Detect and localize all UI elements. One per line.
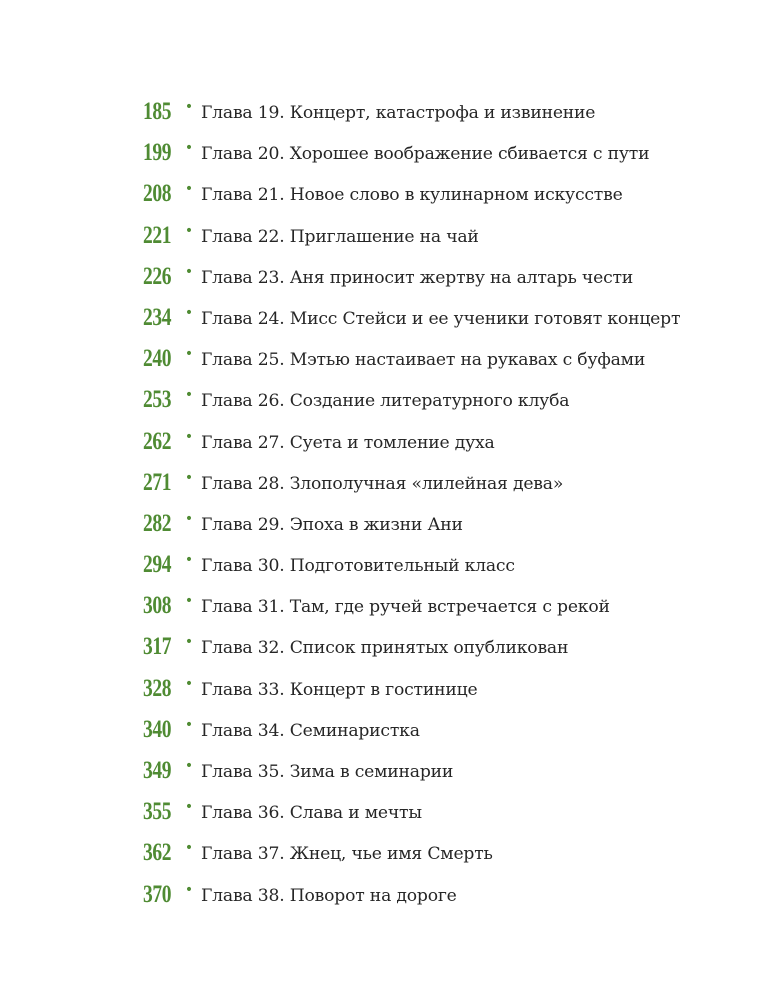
chapter-title: Глава 27. Суета и томление духа <box>201 432 495 453</box>
chapter-title: Глава 37. Жнец, чье имя Смерть <box>201 844 493 865</box>
bullet-icon: • <box>184 510 194 527</box>
toc-entry <box>143 591 680 632</box>
bullet-icon: • <box>184 469 194 486</box>
bullet-icon: • <box>184 675 194 692</box>
page-number: 340 <box>143 715 172 743</box>
chapter-title: Глава 33. Концерт в гостинице <box>201 679 478 700</box>
page-number: 234 <box>143 303 172 331</box>
chapter-title: Глава 23. Аня приносит жертву на алтарь чести <box>201 267 634 288</box>
bullet-icon: • <box>184 387 194 404</box>
page-number: 262 <box>143 427 172 455</box>
toc-entry <box>143 179 680 220</box>
page-number: 208 <box>143 180 172 208</box>
chapter-title: Глава 38. Поворот на дороге <box>201 885 457 906</box>
chapter-title: Глава 35. Зима в семинарии <box>201 762 454 782</box>
toc-entry <box>143 262 680 303</box>
toc-entry <box>143 221 680 262</box>
chapter-title: Глава 25. Мэтью настаивает на рукавах с буфами <box>201 350 646 371</box>
page-number: 199 <box>143 139 172 167</box>
bullet-icon: • <box>184 99 194 115</box>
bullet-icon: • <box>184 346 194 363</box>
toc-entry <box>143 509 680 550</box>
chapter-title: Глава 24. Мисс Стейси и ее ученики готовят концерт <box>201 308 681 329</box>
page-number: 282 <box>143 509 172 537</box>
page-number: 362 <box>143 839 172 867</box>
toc-entry <box>143 674 680 715</box>
page-number: 294 <box>143 551 172 579</box>
page-number: 308 <box>143 592 172 620</box>
page-number: 226 <box>143 262 172 290</box>
toc-entry <box>143 550 680 591</box>
page-number: 271 <box>143 468 172 496</box>
chapter-title: Глава 28. Злополучная «лилейная дева» <box>201 473 564 494</box>
bullet-icon: • <box>184 304 194 321</box>
toc-entry <box>143 632 680 673</box>
chapter-title: Глава 26. Создание литературного клуба <box>201 391 570 412</box>
toc-entry <box>143 303 680 344</box>
page-number: 370 <box>143 880 172 908</box>
chapter-title: Глава 36. Слава и мечты <box>201 803 422 824</box>
chapter-title: Глава 21. Новое слово в кулинарном искусстве <box>201 185 623 206</box>
bullet-icon: • <box>184 181 194 198</box>
toc-entry <box>143 797 680 838</box>
bullet-icon: • <box>184 716 194 733</box>
toc-entry <box>143 715 680 756</box>
toc-entry <box>143 385 680 426</box>
chapter-title: Глава 30. Подготовительный класс <box>201 556 515 577</box>
bullet-icon: • <box>184 840 194 857</box>
bullet-icon: • <box>184 634 194 651</box>
toc-entry <box>143 756 680 797</box>
bullet-icon: • <box>184 263 194 280</box>
bullet-icon: • <box>184 222 194 239</box>
chapter-title: Глава 20. Хорошее воображение сбивается с пути <box>201 144 650 165</box>
bullet-icon: • <box>184 140 194 157</box>
bullet-icon: • <box>184 428 194 445</box>
page-number: 349 <box>143 757 172 784</box>
chapter-title: Глава 19. Концерт, катастрофа и извинение <box>201 103 596 123</box>
table-of-contents <box>143 97 680 921</box>
page-number: 240 <box>143 345 172 373</box>
chapter-title: Глава 34. Семинаристка <box>201 720 420 741</box>
page-number: 221 <box>143 221 172 249</box>
bullet-icon: • <box>184 758 194 774</box>
page-number: 328 <box>143 674 172 702</box>
toc-entry <box>143 427 680 468</box>
toc-entry <box>143 138 680 179</box>
page-number: 185 <box>143 98 172 125</box>
toc-entry <box>143 880 680 921</box>
chapter-title: Глава 32. Список принятых опубликован <box>201 638 569 659</box>
chapter-title: Глава 22. Приглашение на чай <box>201 226 479 247</box>
toc-entry <box>143 344 680 385</box>
bullet-icon: • <box>184 593 194 610</box>
page-number: 355 <box>143 798 172 826</box>
bullet-icon: • <box>184 552 194 569</box>
chapter-title: Глава 31. Там, где ручей встречается с рекой <box>201 597 610 618</box>
page-number: 317 <box>143 633 172 661</box>
bullet-icon: • <box>184 881 194 898</box>
bullet-icon: • <box>184 799 194 816</box>
toc-entry <box>143 838 680 879</box>
toc-entry <box>143 97 680 138</box>
toc-entry <box>143 468 680 509</box>
page-number: 253 <box>143 386 172 414</box>
chapter-title: Глава 29. Эпоха в жизни Ани <box>201 514 463 535</box>
